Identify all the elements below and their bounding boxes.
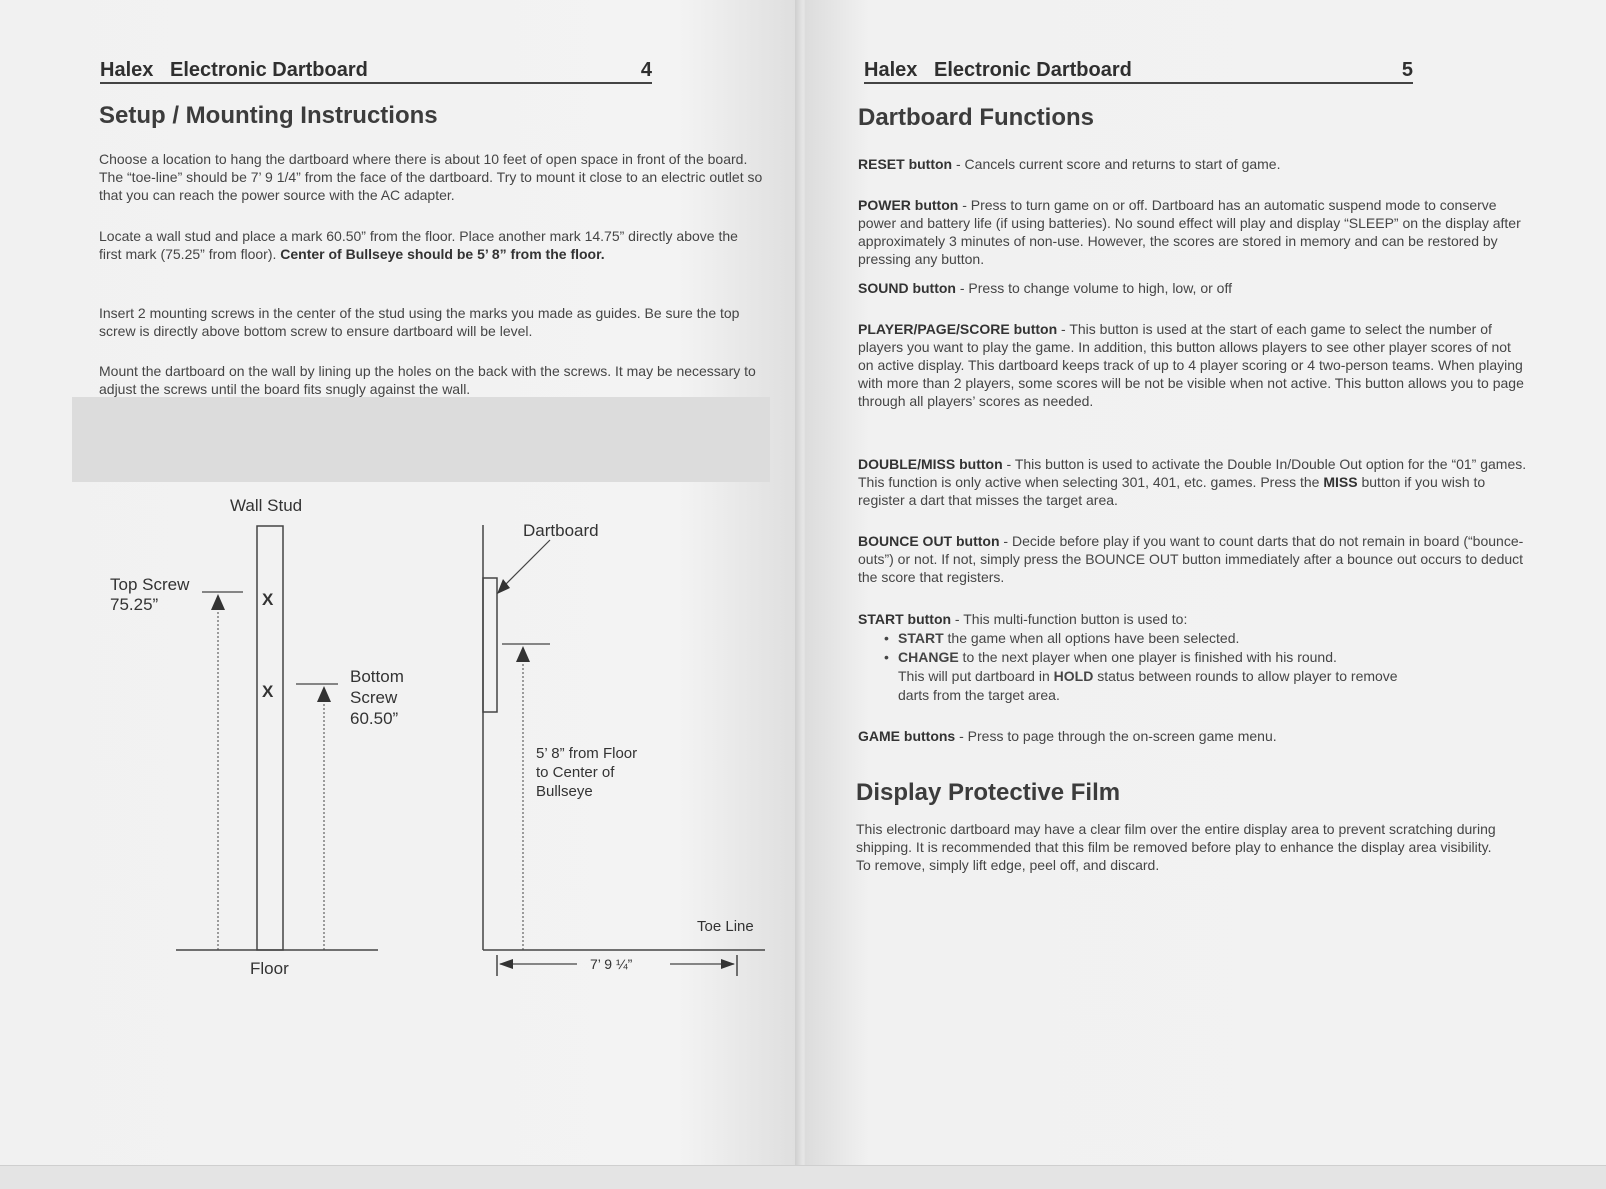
power-description — [858, 196, 1528, 268]
distance-arrow-right — [721, 959, 735, 969]
wall-stud-label: Wall Stud — [230, 496, 303, 515]
right-page-number: 5 — [1401, 59, 1413, 81]
list-item — [858, 667, 1428, 705]
miss-label: MISS — [1323, 474, 1358, 490]
bounce-label: BOUNCE OUT button — [858, 533, 1000, 549]
setup-heading: Setup / Mounting Instructions — [99, 102, 438, 129]
bottom-screw-height: 60.50” — [350, 709, 399, 728]
mounting-diagram — [0, 0, 800, 1165]
bullet-hold-text-b: status between rounds to allow player to remove darts from the target area. — [898, 668, 1398, 703]
double-text: - This button is used to activate the Double In/Double Out option for the “01” games. This function is only active when selecting 301, 401, etc. games. Press the — [858, 456, 1527, 490]
hold-label: HOLD — [1053, 668, 1094, 684]
film-description: This electronic dartboard may have a clear film over the entire display area to prevent scratching during shipping. It is recommended that this film be removed before play to enhance the display area visibility. To remove, simply lift edge, peel off, and discard. — [856, 821, 1496, 873]
bullet-hold-text-a: This will put dartboard in — [898, 668, 1054, 684]
bottom-screw-x-mark: X — [262, 682, 274, 701]
toe-line-label: Toe Line — [697, 918, 754, 935]
start-options-list — [858, 629, 1498, 705]
start-description — [858, 610, 1528, 628]
dartboard-label: Dartboard — [523, 521, 599, 540]
top-screw-label: Top Screw — [110, 575, 190, 594]
double-description — [858, 455, 1528, 509]
toe-line-distance: 7’ 9 ¼” — [590, 956, 633, 972]
player-text: - This button is used at the start of each game to select the number of players you want to play the game. In addition, this button allows players to see other player scores of not on active display. This dartboard keeps track of up to 4 player scoring or 4 two-person teams. When playing with more than 2 players, some scores will be not be visible when not active. This button allows you to page through all players’ scores as needed. — [858, 321, 1524, 409]
bottom-screw-label-1: Bottom — [350, 667, 404, 686]
top-screw-x-mark: X — [262, 590, 274, 609]
left-page — [0, 0, 800, 1165]
setup-paragraph-mount: Mount the dartboard on the wall by lining up the holes on the back with the screws. It may be necessary to adjust the screws until the board fits snugly against the wall. — [99, 363, 756, 397]
floor-label: Floor — [250, 959, 289, 978]
reset-text: - Cancels current score and returns to start of game. — [952, 156, 1281, 172]
game-description — [858, 727, 1528, 745]
left-header-title: Halex Electronic Dartboard — [100, 59, 368, 81]
film-heading: Display Protective Film — [856, 779, 1121, 806]
right-page-header — [864, 58, 1413, 84]
left-page-number: 4 — [640, 59, 652, 81]
reset-description — [858, 155, 1528, 173]
setup-paragraph-screws: Insert 2 mounting screws in the center of the stud using the marks you made as guides. Be sure the top screw is directly above bottom screw to ensure dartboard will be level. — [99, 305, 740, 339]
bullseye-height-note: Center of Bullseye should be 5’ 8” from the floor. — [280, 246, 605, 262]
list-item — [858, 629, 1498, 648]
bullseye-height-label-1: 5’ 8” from Floor — [536, 745, 638, 762]
setup-paragraph-location: Choose a location to hang the dartboard where there is about 10 feet of open space in front of the board. The “toe-line” should be 7’ 9 1/4” from the face of the dartboard. Try to mount it close to an electric outlet so that you can reach the power source with the AC adapter. — [99, 151, 763, 203]
power-text: - Press to turn game on or off. Dartboard has an automatic suspend mode to conserve power and battery life (if using batteries). No sound effect will play and display “SLEEP” on the display after approximately 3 minutes of non-use. However, the scores are stored in memory and can be restored by pressing any button. — [858, 197, 1521, 267]
bottom-screw-label-2: Screw — [350, 688, 398, 707]
bullet-icon: • — [884, 630, 889, 646]
player-description — [858, 320, 1528, 410]
double-label: DOUBLE/MISS button — [858, 456, 1003, 472]
bottom-screw-arrow — [317, 686, 331, 702]
game-label: GAME buttons — [858, 728, 956, 744]
double-text-2: button if you wish to register a dart that misses the target area. — [858, 474, 1486, 508]
sound-text: - Press to change volume to high, low, or off — [955, 280, 1232, 296]
power-label: POWER button — [858, 197, 959, 213]
bullseye-height-label-2: to Center of — [536, 764, 615, 781]
start-text: - This multi-function button is used to: — [951, 611, 1188, 627]
bullet-start-text: the game when all options have been selected. — [943, 630, 1240, 646]
bullseye-height-label-3: Bullseye — [536, 783, 593, 800]
distance-arrow-left — [499, 959, 513, 969]
bullet-start-label: START — [898, 630, 944, 646]
dartboard-pointer — [502, 540, 550, 588]
bounce-description — [858, 532, 1528, 586]
bullet-change-label: CHANGE — [898, 649, 959, 665]
start-label: START button — [858, 611, 952, 627]
bounce-text: - Decide before play if you want to count darts that do not remain in board (“bounce-outs”) or not. If not, simply press the BOUNCE OUT button immediately after a bounce out occurs to deduct the score that registers. — [858, 533, 1524, 585]
stud-text: Locate a wall stud and place a mark 60.50” from the floor. Place another mark 14.75” directly above the first mark (75.25” from floor). — [99, 228, 738, 262]
dartboard-shape — [483, 578, 497, 712]
top-screw-height: 75.25” — [110, 595, 159, 614]
bullet-icon: • — [884, 649, 889, 665]
right-header-title: Halex Electronic Dartboard — [864, 59, 1132, 81]
reset-label: RESET button — [858, 156, 953, 172]
sound-description — [858, 279, 1528, 297]
player-label: PLAYER/PAGE/SCORE button — [858, 321, 1058, 337]
sound-label: SOUND button — [858, 280, 956, 296]
bullseye-arrow — [516, 646, 530, 662]
game-text: - Press to page through the on-screen game menu. — [955, 728, 1277, 744]
list-item — [858, 648, 1498, 667]
bullet-change-text: to the next player when one player is finished with his round. — [958, 649, 1337, 665]
top-screw-arrow — [211, 594, 225, 610]
functions-heading: Dartboard Functions — [858, 104, 1095, 131]
scan-bottom-edge — [0, 1165, 1606, 1189]
